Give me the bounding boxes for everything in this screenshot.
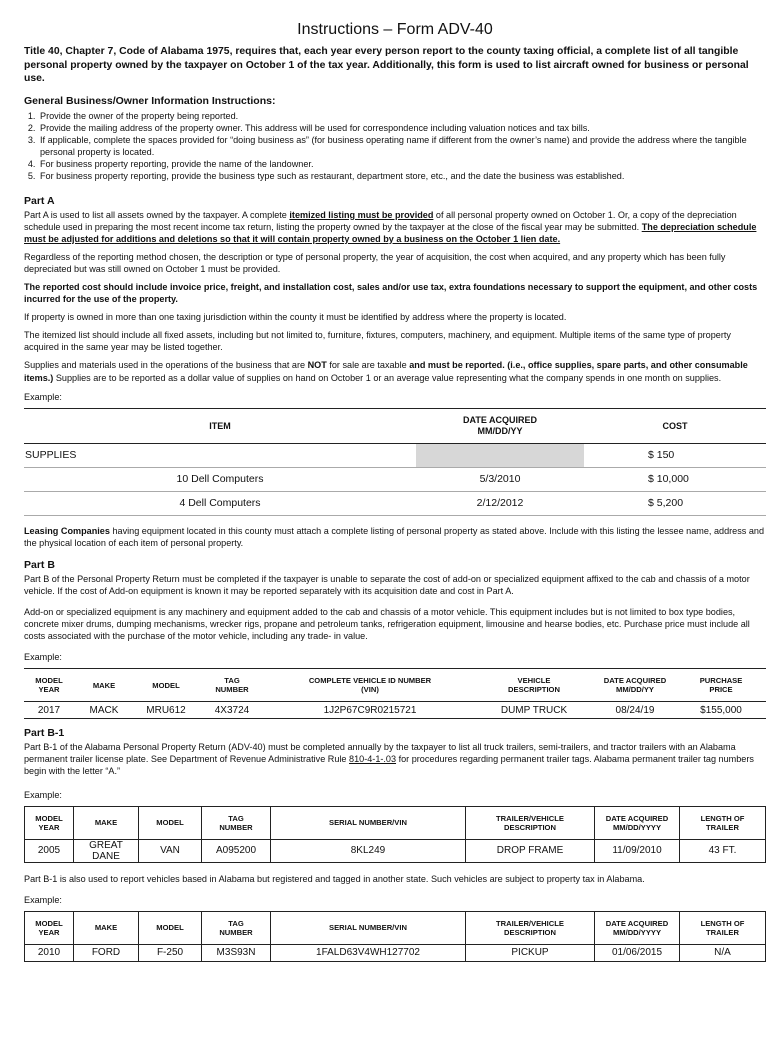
- list-item: 3. If applicable, complete the spaces provided for “doing business as” (for business operating name if different from the owner’s name) and provide the address where the tangible personal property is located.: [38, 134, 766, 158]
- supplies-example-table: [24, 408, 766, 516]
- part-a-paragraph-6: Supplies and materials used in the operations of the business that are NOT for sale are taxable and must be reported. (i.e., office supplies, spare parts, and other consumable items.) Supplies are to be reported as a dollar value of supplies on hand on October 1 or an average value representing what the company spends in one month on supplies.: [24, 360, 748, 383]
- out-of-state-vehicle-example-table: [24, 911, 766, 962]
- header-cost: COST: [584, 408, 766, 443]
- list-item: 5. For business property reporting, provide the business type such as restaurant, department store, etc., and the date the business was established.: [38, 170, 766, 182]
- trailer-example-table: [24, 806, 766, 863]
- table-row: 10 Dell Computers 5/3/2010 $ 10,000: [24, 467, 766, 491]
- table-header-row: MODEL YEAR MAKE MODEL TAG NUMBER SERIAL NUMBER/VIN TRAILER/VEHICLE DESCRIPTION DATE ACQUIRED MM/DD/YYYY LENGTH OF TRAILER: [25, 911, 766, 944]
- vehicle-example-table: [24, 668, 766, 719]
- table-row: 4 Dell Computers 2/12/2012 $ 5,200: [24, 491, 766, 515]
- example-label: Example:: [24, 894, 62, 905]
- list-item: 4. For business property reporting, provide the name of the landowner.: [38, 158, 766, 170]
- part-b1-paragraph-2: Part B-1 is also used to report vehicles based in Alabama but registered and tagged in another state. Such vehicles are subject to property tax in Alabama.: [24, 873, 645, 884]
- page-title: Instructions – Form ADV-40: [297, 21, 493, 38]
- part-a-paragraph-5: The itemized list should include all fixed assets, including but not limited to, furniture, fixtures, computers, machinery, and equipment. Multiple items of the same type of property acquired in the same year may be listed together.: [24, 330, 731, 353]
- example-label: Example:: [24, 652, 62, 663]
- part-a-paragraph-3: The reported cost should include invoice price, freight, and installation cost, sales and/or use tax, extra foundations necessary to support the equipment, and other costs incurred for the use of the property.: [24, 281, 758, 305]
- table-row: 2010 FORD F-250 M3S93N 1FALD63V4WH127702 PICKUP 01/06/2015 N/A: [25, 944, 766, 961]
- leasing-paragraph: Leasing Companies having equipment located in this county must attach a complete listing of personal property as stated above. Include with this listing the lessee name, address and the physical location of each item of personal property.: [24, 525, 765, 548]
- table-row: 2017 MACK MRU612 4X3724 1J2P67C9R0215721 DUMP TRUCK 08/24/19 $155,000: [24, 702, 766, 719]
- part-a-paragraph-4: If property is owned in more than one taxing jurisdiction within the county it must be identified by address where the property is located.: [24, 312, 567, 323]
- part-a-paragraph-1: Part A is used to list all assets owned by the taxpayer. A complete itemized listing must be provided of all personal property owned on October 1. Or, a copy of the depreciation schedule used in preparing the most recent income tax return, listing the property owned by the taxpayer at the close of the fiscal year may be submitted. The depreciation schedule must be adjusted for additions and deletions so that it will contain property owned by a business on the October 1 lien date.: [24, 209, 757, 244]
- part-b1-paragraph-1: Part B-1 of the Alabama Personal Property Return (ADV-40) must be completed annually by the taxpayer to list all truck trailers, semi-trailers, and tractor trailers with an Alabama permanent trailer license plate. See Department of Revenue Administrative Rule 810-4-1-.03 for procedures regarding permanent trailer tags. Alabama permanent trailer tag numbers begin with the letter “A.”: [24, 742, 754, 777]
- table-row: 2005 GREAT DANE VAN A095200 8KL249 DROP FRAME 11/09/2010 43 FT.: [25, 839, 766, 862]
- part-b-paragraph-2: Add-on or specialized equipment is any machinery and equipment added to the cab and chassis of a motor vehicle. This equipment includes but is not limited to box type bodies, concrete mixer drums, dumping mechanisms, wrecker rigs, propane and petroleum tanks, refrigeration equipment, limousine and hearse bodies, etc. Purchase price must include all costs associated with the purchase of the motor vehicle, including any trade- in value.: [24, 607, 750, 642]
- list-item: 1. Provide the owner of the property being reported.: [38, 110, 766, 122]
- table-header-row: MODEL YEAR MAKE MODEL TAG NUMBER COMPLETE VEHICLE ID NUMBER (VIN) VEHICLE DESCRIPTION DATE ACQUIRED MM/DD/YY PURCHASE PRICE: [24, 669, 766, 702]
- part-b-paragraph-1: Part B of the Personal Property Return must be completed if the taxpayer is unable to separate the cost of add-on or specialized equipment affixed to the cab and chassis of a motor vehicle. If the cost of Add-on equipment is known it may be reported separately with its acquisition date and cost in Part A.: [24, 573, 750, 596]
- example-label: Example:: [24, 789, 62, 800]
- part-b-heading: Part B: [24, 558, 55, 571]
- intro-paragraph: Title 40, Chapter 7, Code of Alabama 1975, requires that, each year every person report to the county taxing official, a complete list of all tangible personal property owned by the taxpayer on October 1 of the tax year. Additionally, this form is used to list aircraft owned for business or personal use.: [24, 46, 749, 84]
- instructions-page: [0, 20, 770, 1044]
- general-heading: General Business/Owner Information Instructions:: [24, 94, 276, 107]
- part-a-paragraph-2: Regardless of the reporting method chosen, the description or type of personal property, the year of acquisition, the cost when acquired, and any property which has been fully depreciated but was still owned on October 1 must be provided.: [24, 251, 726, 274]
- header-date-acquired: DATE ACQUIRED MM/DD/YY: [416, 408, 584, 443]
- header-item: ITEM: [24, 408, 416, 443]
- part-a-heading: Part A: [24, 194, 55, 207]
- list-item: 2. Provide the mailing address of the property owner. This address will be used for correspondence including valuation notices and tax bills.: [38, 122, 766, 134]
- example-label: Example:: [24, 391, 62, 402]
- table-header-row: MODEL YEAR MAKE MODEL TAG NUMBER SERIAL NUMBER/VIN TRAILER/VEHICLE DESCRIPTION DATE ACQUIRED MM/DD/YYYY LENGTH OF TRAILER: [25, 806, 766, 839]
- part-b1-heading: Part B-1: [24, 727, 65, 740]
- general-instructions-list: [24, 110, 766, 182]
- table-row: SUPPLIES $ 150: [24, 443, 766, 467]
